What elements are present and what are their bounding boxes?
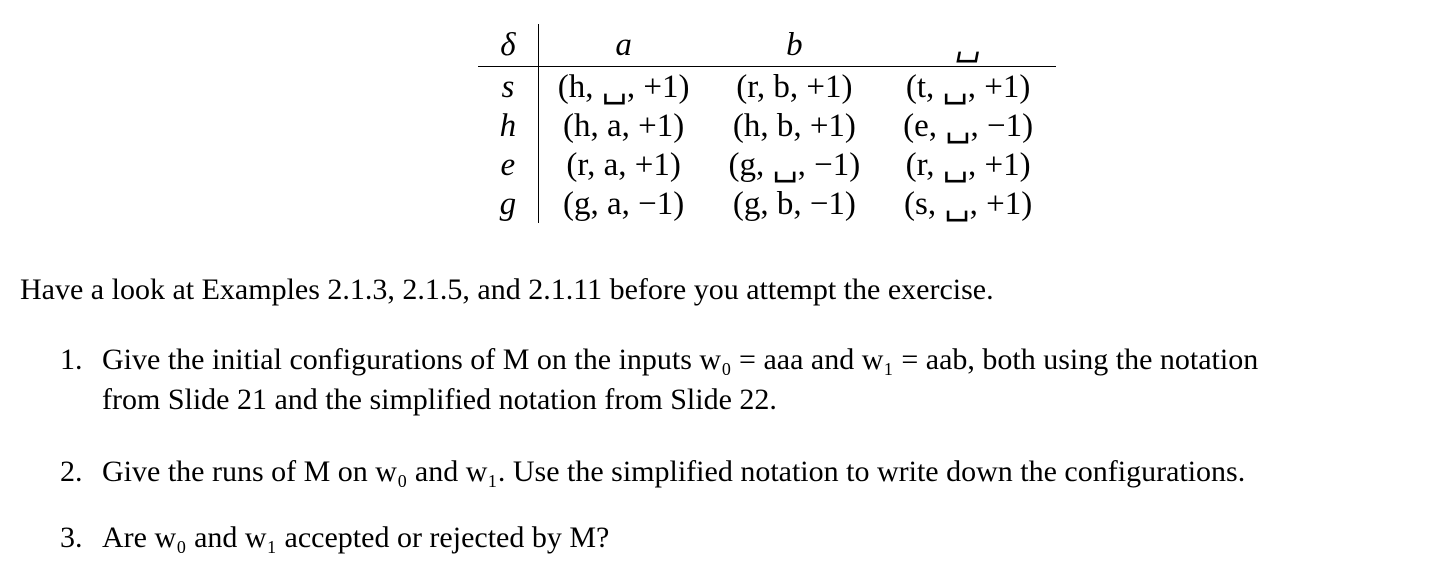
- table-row: [478, 67, 1056, 107]
- column-header-b: b: [709, 24, 881, 67]
- task-text-line: Give the initial configurations of M on the inputs w₀ = aaa and w₁ = aab, both using the notation: [102, 343, 1259, 376]
- column-header-blank: ␣: [880, 24, 1056, 67]
- transition-cell: (e, ␣, −1): [903, 107, 1034, 144]
- table-row: [478, 184, 1056, 223]
- transition-cell: (h, b, +1): [732, 107, 856, 144]
- delta-symbol: δ: [478, 24, 538, 67]
- task-number: 3.: [60, 521, 83, 554]
- transition-cell: (g, b, −1): [732, 185, 856, 222]
- table-row: [478, 106, 1056, 145]
- transition-cell: (t, ␣, +1): [905, 68, 1031, 105]
- transition-cell: (h, ␣, +1): [557, 68, 690, 105]
- list-item: [54, 340, 1444, 424]
- table-row: [478, 145, 1056, 184]
- column-header-a: a: [538, 24, 708, 67]
- transition-cell: (g, a, −1): [562, 185, 685, 222]
- state-label: e: [478, 145, 538, 184]
- transition-cell: (g, ␣, −1): [728, 146, 861, 183]
- transition-cell: (r, b, +1): [736, 68, 853, 105]
- transition-cell: (h, a, +1): [562, 107, 685, 144]
- list-item: [54, 452, 1444, 492]
- task-text-line: Give the runs of M on w₀ and w₁. Use the simplified notation to write down the configurations.: [102, 455, 1246, 488]
- transition-table-container: [478, 24, 1056, 223]
- task-list: [54, 340, 1444, 558]
- task-number: 2.: [60, 455, 83, 488]
- list-item: [54, 518, 1444, 558]
- intro-paragraph: Have a look at Examples 2.1.3, 2.1.5, and 2.1.11 before you attempt the exercise.: [20, 273, 994, 306]
- state-label: h: [478, 106, 538, 145]
- state-label: g: [478, 184, 538, 223]
- task-text-line: Are w₀ and w₁ accepted or rejected by M?: [102, 521, 610, 554]
- transition-cell: (r, ␣, +1): [905, 146, 1031, 183]
- task-text-line: from Slide 21 and the simplified notation from Slide 22.: [102, 383, 777, 416]
- transition-cell: (s, ␣, +1): [904, 185, 1033, 222]
- transition-table: [478, 24, 1056, 223]
- state-label: s: [478, 67, 538, 107]
- transition-cell: (r, a, +1): [566, 146, 681, 183]
- table-header-row: [478, 24, 1056, 67]
- task-number: 1.: [60, 343, 83, 376]
